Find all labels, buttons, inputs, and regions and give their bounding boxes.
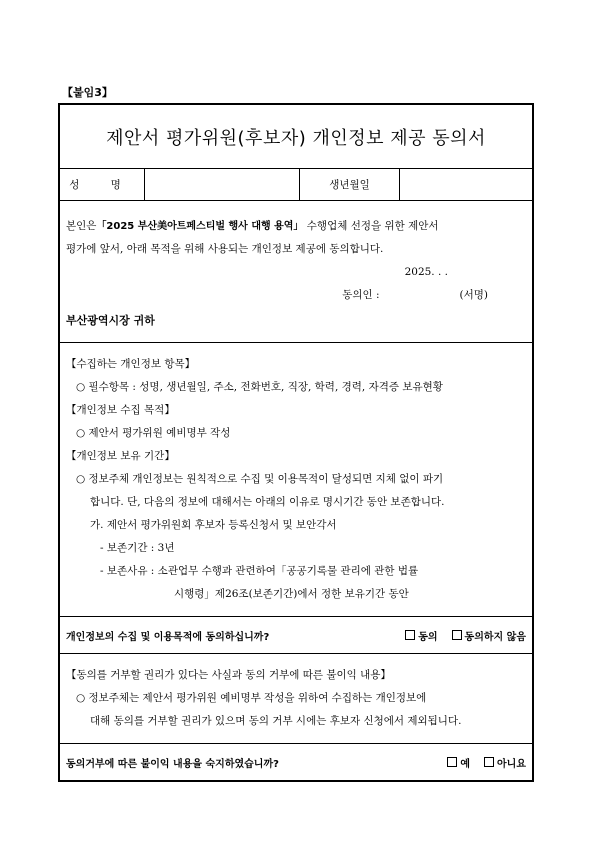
project-name: 「2025 부산美아트페스티벌 행사 대행 용역」 <box>96 221 304 232</box>
question1-row <box>60 617 532 654</box>
consent-prefix: 본인은 <box>66 220 97 232</box>
purpose-text: ○ 제안서 평가위원 예비명부 작성 <box>76 427 231 439</box>
name-row <box>60 169 532 201</box>
question1-disagree-label: 동의하지 않음 <box>464 631 526 643</box>
refusal-heading: 【동의를 거부할 권리가 있다는 사실과 동의 거부에 따른 불이익 내용】 <box>66 669 391 681</box>
retention-reason2: 시행령」제26조(보존기간)에서 정한 보유기간 동안 <box>174 588 409 600</box>
checkbox-icon[interactable] <box>447 757 457 767</box>
items-heading: 【수집하는 개인정보 항목】 <box>66 358 196 370</box>
refusal-section <box>60 654 532 744</box>
retention-period: - 보존기간 : 3년 <box>100 542 175 554</box>
question1-agree-label: 동의 <box>418 631 438 643</box>
name-label: 성 명 <box>60 169 145 200</box>
retention-sub: 가. 제안서 평가위원회 후보자 등록신청서 및 보안각서 <box>90 519 337 531</box>
info-section <box>60 343 532 617</box>
attachment-label: 【붙임3】 <box>62 86 113 99</box>
question2-yes-option[interactable] <box>447 755 470 770</box>
retention-line1: ○ 정보주체 개인정보는 원칙적으로 수집 및 이용목적이 달성되면 지체 없이 파기 <box>76 473 444 485</box>
retention-heading: 【개인정보 보유 기간】 <box>66 450 175 462</box>
consent-date: 2025. . . <box>404 266 448 278</box>
consent-line2: 평가에 앞서, 아래 목적을 위해 사용되는 개인정보 제공에 동의합니다. <box>66 243 384 255</box>
signer-line <box>66 284 528 307</box>
question2-row <box>60 744 532 780</box>
retention-reason1: - 보존사유 : 소관업무 수행과 관련하여「공공기록물 관리에 관한 법률 <box>100 565 419 577</box>
signer-label: 동의인 : <box>342 289 380 301</box>
refusal-line2: 대해 동의를 거부할 권리가 있으며 동의 거부 시에는 후보자 신청에서 제외됩니다. <box>90 715 462 727</box>
consent-statement <box>60 201 532 343</box>
consent-form <box>58 103 534 782</box>
question2-no-label: 아니요 <box>497 758 526 770</box>
birth-label: 생년월일 <box>300 169 400 200</box>
consent-line1-rest: 수행업체 선정을 위한 제안서 <box>306 220 439 232</box>
checkbox-icon[interactable] <box>484 757 494 767</box>
birth-field[interactable] <box>400 169 532 200</box>
signature-field[interactable]: (서명) <box>459 289 488 301</box>
question2-text: 동의거부에 따른 불이익 내용을 숙지하였습니까? <box>66 758 279 770</box>
recipient: 부산광역시장 귀하 <box>66 314 155 327</box>
form-title: 제안서 평가위원(후보자) 개인정보 제공 동의서 <box>60 105 532 169</box>
purpose-heading: 【개인정보 수집 목적】 <box>66 404 175 416</box>
question1-agree-option[interactable] <box>405 628 437 643</box>
checkbox-icon[interactable] <box>405 630 415 640</box>
name-field[interactable] <box>145 169 300 200</box>
question1-disagree-option[interactable] <box>452 628 526 643</box>
question1-text: 개인정보의 수집 및 이용목적에 동의하십니까? <box>66 631 270 643</box>
question2-yes-label: 예 <box>460 758 471 770</box>
items-text: ○ 필수항목 : 성명, 생년월일, 주소, 전화번호, 직장, 학력, 경력, 자격증 보유현황 <box>76 381 443 393</box>
question2-no-option[interactable] <box>484 755 526 770</box>
refusal-line1: ○ 정보주체는 제안서 평가위원 예비명부 작성을 위하여 수집하는 개인정보에 <box>76 692 427 704</box>
retention-line2: 합니다. 단, 다음의 정보에 대해서는 아래의 이유로 명시기간 동안 보존합니다. <box>90 496 445 508</box>
checkbox-icon[interactable] <box>452 630 462 640</box>
